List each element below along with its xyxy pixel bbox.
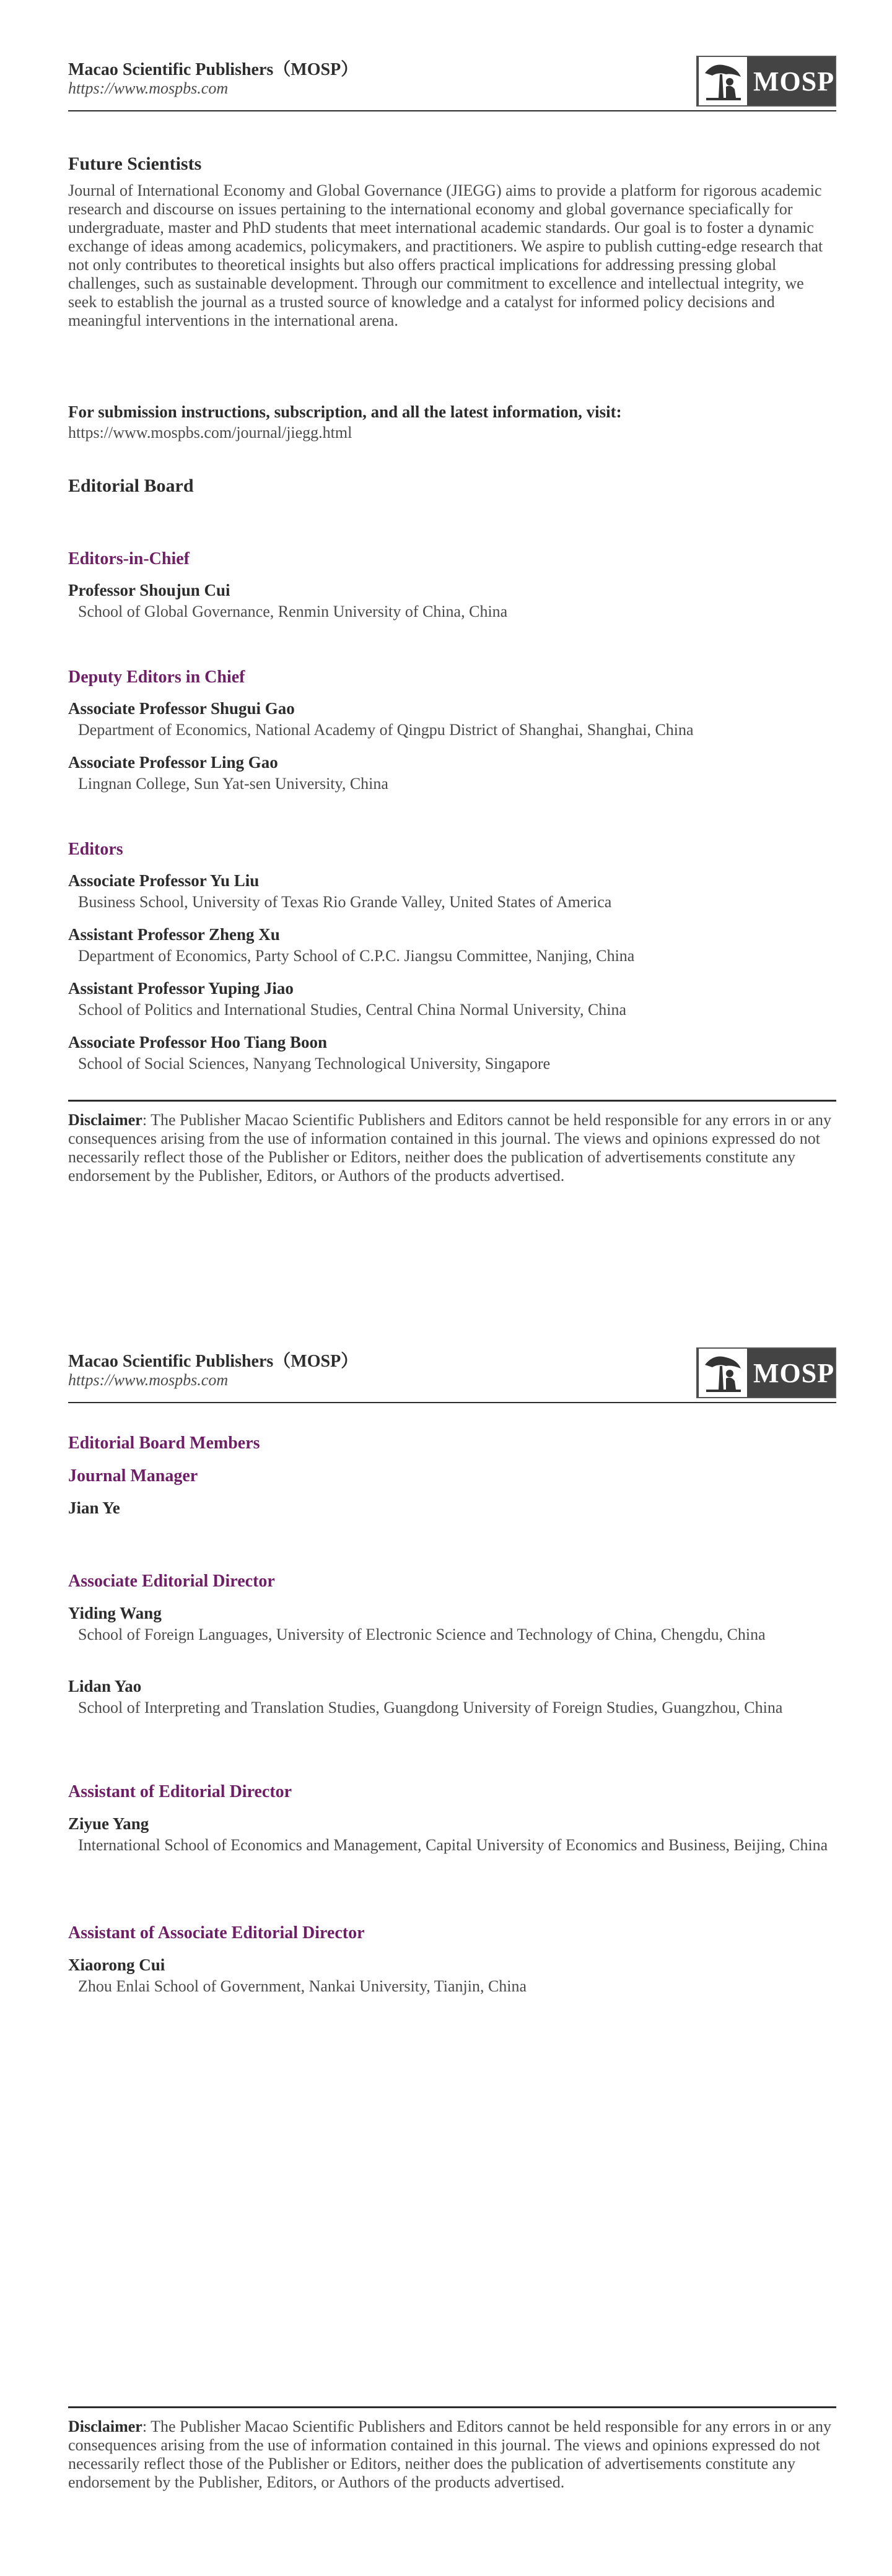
person-affiliation: Department of Economics, National Academy of Qingpu District of Shanghai, Shanghai, China bbox=[78, 721, 694, 739]
logo-wordmark: MOSP bbox=[753, 66, 835, 97]
person-name: Xiaorong Cui bbox=[68, 1956, 165, 1974]
header-rule bbox=[68, 110, 836, 111]
page-2 bbox=[0, 1288, 892, 2576]
deputy-editors-heading: Deputy Editors in Chief bbox=[68, 668, 245, 687]
person-affiliation: School of Social Sciences, Nanyang Technological University, Singapore bbox=[78, 1055, 551, 1073]
tree-scholar-icon bbox=[699, 1349, 747, 1397]
disclaimer-rule bbox=[68, 2406, 836, 2408]
person-name: Assistant Professor Zheng Xu bbox=[68, 925, 280, 944]
person-affiliation: Department of Economics, Party School of C.P.C. Jiangsu Committee, Nanjing, China bbox=[78, 947, 635, 965]
assistant-director-heading: Assistant of Editorial Director bbox=[68, 1782, 292, 1801]
disclaimer-text: : The Publisher Macao Scientific Publishers and Editors cannot be held responsible for any errors in or any consequences arising from the use of information contained in this journal. The views and opinions expressed do not necessarily reflect those of the Publisher or Editors, neither does the publication of advertisements constitute any endorsement by the Publisher, Editors, or Authors of the products advertised. bbox=[68, 2417, 832, 2491]
publisher-url[interactable]: https://www.mospbs.com bbox=[68, 1371, 229, 1389]
associate-director-heading: Associate Editorial Director bbox=[68, 1572, 275, 1591]
person-affiliation: School of Politics and International Studies, Central China Normal University, China bbox=[78, 1001, 627, 1019]
disclaimer-label: Disclaimer bbox=[68, 1111, 142, 1129]
header-rule bbox=[68, 1402, 836, 1403]
person-affiliation: Business School, University of Texas Rio Grande Valley, United States of America bbox=[78, 893, 612, 911]
person-name: Jian Ye bbox=[68, 1499, 120, 1517]
journal-manager-heading: Journal Manager bbox=[68, 1466, 198, 1486]
person-name: Ziyue Yang bbox=[68, 1814, 149, 1833]
publisher-name: Macao Scientific Publishers（MOSP） bbox=[68, 1352, 359, 1371]
page-header bbox=[68, 56, 836, 111]
disclaimer-label: Disclaimer bbox=[68, 2417, 142, 2435]
person-affiliation: Zhou Enlai School of Government, Nankai University, Tianjin, China bbox=[78, 1977, 527, 1995]
board-members-heading: Editorial Board Members bbox=[68, 1434, 260, 1453]
person-name: Associate Professor Yu Liu bbox=[68, 871, 260, 890]
editors-heading: Editors bbox=[68, 840, 123, 859]
submission-heading: For submission instructions, subscription, and all the latest information, visit: bbox=[68, 402, 622, 421]
disclaimer-rule bbox=[68, 1100, 836, 1102]
submission-link[interactable]: https://www.mospbs.com/journal/jiegg.html bbox=[68, 424, 352, 442]
page-header bbox=[68, 1347, 836, 1403]
person-name: Lidan Yao bbox=[68, 1677, 142, 1695]
publisher-url[interactable]: https://www.mospbs.com bbox=[68, 79, 229, 97]
publisher-name: Macao Scientific Publishers（MOSP） bbox=[68, 60, 359, 79]
person-affiliation: School of Interpreting and Translation Studies, Guangdong University of Foreign Studies, Guangzhou, China bbox=[78, 1699, 783, 1717]
tree-scholar-icon bbox=[699, 57, 747, 105]
person-name: Associate Professor Shugui Gao bbox=[68, 699, 295, 718]
mosp-logo bbox=[696, 1347, 836, 1398]
person-affiliation: School of Foreign Languages, University of Electronic Science and Technology of China, Chengdu, China bbox=[78, 1625, 766, 1643]
person-name: Yiding Wang bbox=[68, 1604, 162, 1622]
logo-wordmark: MOSP bbox=[753, 1357, 835, 1388]
disclaimer bbox=[68, 1111, 836, 1185]
person-name: Professor Shoujun Cui bbox=[68, 581, 230, 599]
disclaimer bbox=[68, 2417, 836, 2492]
assistant-associate-heading: Assistant of Associate Editorial Director bbox=[68, 1923, 365, 1943]
person-affiliation: Lingnan College, Sun Yat-sen University, China bbox=[78, 775, 388, 793]
disclaimer-text: : The Publisher Macao Scientific Publishers and Editors cannot be held responsible for any errors in or any consequences arising from the use of information contained in this journal. The views and opinions expressed do not necessarily reflect those of the Publisher or Editors, neither does the publication of advertisements constitute any endorsement by the Publisher, Editors, or Authors of the products advertised. bbox=[68, 1111, 832, 1185]
person-name: Assistant Professor Yuping Jiao bbox=[68, 979, 294, 998]
person-name: Associate Professor Hoo Tiang Boon bbox=[68, 1033, 328, 1051]
person-affiliation: School of Global Governance, Renmin University of China, China bbox=[78, 603, 508, 620]
mosp-logo bbox=[696, 56, 836, 107]
journal-intro: Journal of International Economy and Global Governance (JIEGG) aims to provide a platform for rigorous academic research and discourse on issues pertaining to the international economy and global governance speciafically for undergraduate, master and PhD students that meet international academic standards. Our goal is to foster a dynamic exchange of ideas among academics, policymakers, and practitioners. We aspire to publish cutting-edge research that not only contributes to theoretical insights but also offers practical implications for addressing pressing global challenges, such as sustainable development. Through our commitment to excellence and intellectual integrity, we seek to establish the journal as a trusted source of knowledge and a catalyst for informed policy decisions and meaningful interventions in the international arena. bbox=[68, 181, 823, 329]
person-affiliation: International School of Economics and Management, Capital University of Economics and Business, Beijing, China bbox=[78, 1836, 828, 1854]
person-name: Associate Professor Ling Gao bbox=[68, 753, 278, 772]
editorial-board-title: Editorial Board bbox=[68, 476, 194, 496]
editors-in-chief-heading: Editors-in-Chief bbox=[68, 549, 190, 568]
journal-title: Future Scientists bbox=[68, 154, 202, 174]
